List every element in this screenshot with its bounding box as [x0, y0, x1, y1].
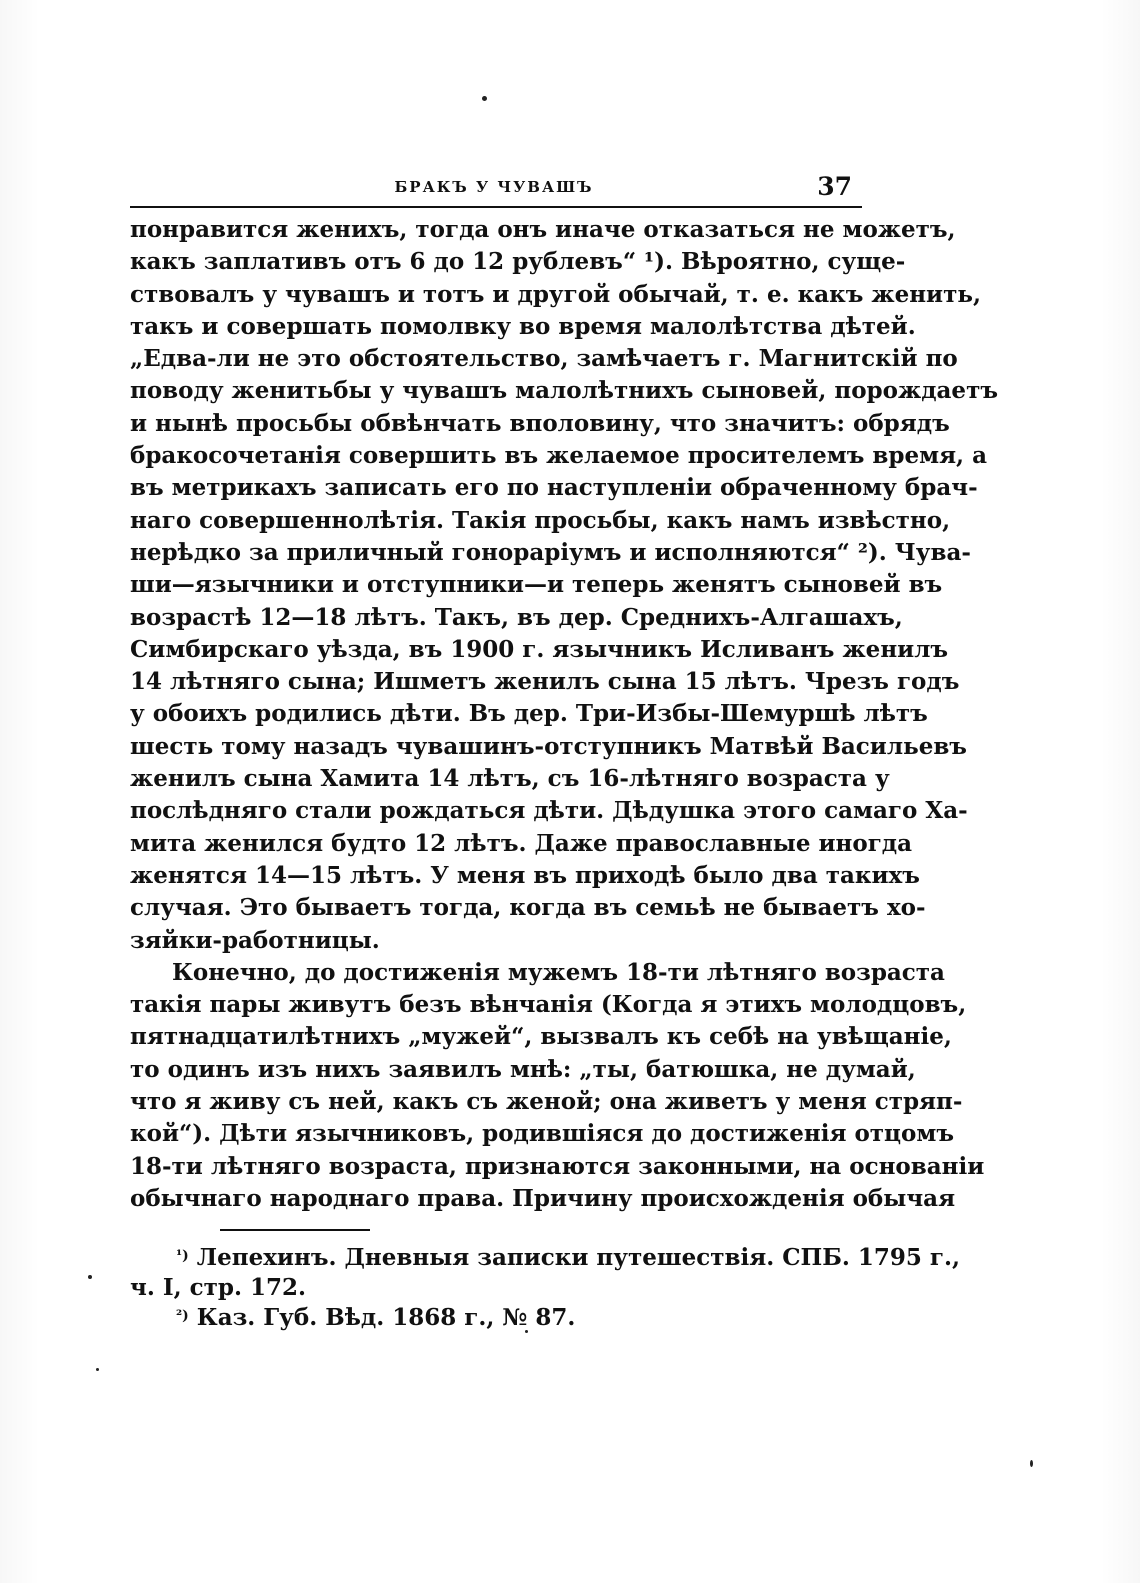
text-line: что я живу съ ней, какъ съ женой; она живетъ у меня стряп- — [130, 1088, 963, 1116]
footnote-1-continuation: ч. I, стр. 172. — [130, 1274, 306, 1302]
text-line: „Едва-ли не это обстоятельство, замѣчаетъ г. Магнитскій по — [130, 345, 958, 373]
paragraph-start-line: Конечно, до достиженія мужемъ 18-ти лѣтняго возраста — [172, 958, 945, 986]
text-line: нерѣдко за приличный гонораріумъ и исполняются“ ²). Чува- — [130, 538, 971, 566]
text-line: мита женился будто 12 лѣтъ. Даже православные иногда — [130, 829, 913, 857]
page-number: 37 — [817, 172, 852, 201]
footnote-rule — [220, 1229, 370, 1231]
text-line: поводу женитьбы у чувашъ малолѣтнихъ сыновей, порождаетъ — [130, 377, 998, 405]
text-line: и нынѣ просьбы обвѣнчать вполовину, что значитъ: обрядъ — [130, 409, 950, 437]
text-line: такія пары живутъ безъ вѣнчанія (Когда я этихъ молодцовъ, — [130, 991, 967, 1019]
footnote-2 — [130, 1303, 858, 1333]
footnotes — [130, 1243, 961, 1333]
footnote-1-mark: ¹) — [176, 1248, 189, 1265]
text-line: возрастѣ 12—18 лѣтъ. Такъ, въ дер. Среднихъ-Алгашахъ, — [130, 603, 903, 631]
text-line: 14 лѣтняго сына; Ишметъ женилъ сына 15 лѣтъ. Чрезъ годъ — [130, 668, 960, 696]
book-page — [130, 168, 998, 1333]
scan-speck — [88, 1275, 92, 1279]
text-line: какъ заплативъ отъ 6 до 12 рублевъ“ ¹). Вѣроятно, суще- — [130, 248, 906, 276]
running-head: БРАКЪ У ЧУВАШЪ — [394, 178, 594, 196]
scan-speck — [1030, 1460, 1033, 1467]
text-line: ши—язычники и отступники—и теперь женятъ сыновей въ — [130, 571, 943, 599]
text-line: понравится женихъ, тогда онъ иначе отказаться не можетъ, — [130, 216, 956, 243]
text-line: зяйки-работницы. — [130, 926, 380, 954]
scan-speck — [96, 1368, 99, 1371]
footnote-2-text: Каз. Губ. Вѣд. 1868 г., № 87. — [196, 1304, 576, 1332]
text-line: пятнадцатилѣтнихъ „мужей“, вызвалъ къ себѣ на увѣщаніе, — [130, 1023, 952, 1051]
text-line: послѣдняго стали рождаться дѣти. Дѣдушка этого самаго Ха- — [130, 797, 968, 825]
page-header — [130, 168, 858, 204]
text-line: такъ и совершать помолвку во время малолѣтства дѣтей. — [130, 312, 916, 340]
text-line: наго совершеннолѣтія. Такія просьбы, какъ намъ извѣстно, — [130, 506, 951, 534]
text-line: у обоихъ родились дѣти. Въ дер. Три-Избы-Шемуршѣ лѣтъ — [130, 700, 928, 728]
text-line: шесть тому назадъ чувашинъ-отступникъ Матвѣй Васильевъ — [130, 732, 967, 760]
text-line: въ метрикахъ записать его по наступленіи обраченному брач- — [130, 474, 978, 502]
text-line: обычнаго народнаго права. Причину происхожденія обычая — [130, 1184, 956, 1212]
text-line: кой“). Дѣти язычниковъ, родившіяся до достиженія отцомъ — [130, 1120, 955, 1148]
text-line: женятся 14—15 лѣтъ. У меня въ приходѣ было два такихъ — [130, 861, 920, 889]
text-line: Симбирскаго уѣзда, въ 1900 г. язычникъ Исливанъ женилъ — [130, 635, 949, 663]
scan-shadow-right — [1100, 0, 1140, 1583]
body-text — [130, 214, 998, 1215]
footnote-1 — [130, 1243, 961, 1273]
text-line: ствовалъ у чувашъ и тотъ и другой обычай, т. е. какъ женить, — [130, 280, 981, 308]
text-line: случая. Это бываетъ тогда, когда въ семьѣ не бываетъ хо- — [130, 894, 926, 922]
text-line: 18-ти лѣтняго возраста, признаются законными, на основаніи — [130, 1152, 985, 1180]
text-line: бракосочетанія совершить въ желаемое просителемъ время, а — [130, 442, 987, 470]
text-line: женилъ сына Хамита 14 лѣтъ, съ 16-лѣтняго возраста у — [130, 765, 890, 793]
scan-shadow-left — [0, 0, 40, 1583]
footnote-2-mark: ²) — [176, 1308, 189, 1325]
footnote-1-text: Лепехинъ. Дневныя записки путешествія. СПБ. 1795 г., — [196, 1244, 961, 1272]
header-rule — [130, 206, 862, 208]
text-line: то одинъ изъ нихъ заявилъ мнѣ: „ты, батюшка, не думай, — [130, 1055, 916, 1083]
scan-speck — [482, 96, 487, 101]
